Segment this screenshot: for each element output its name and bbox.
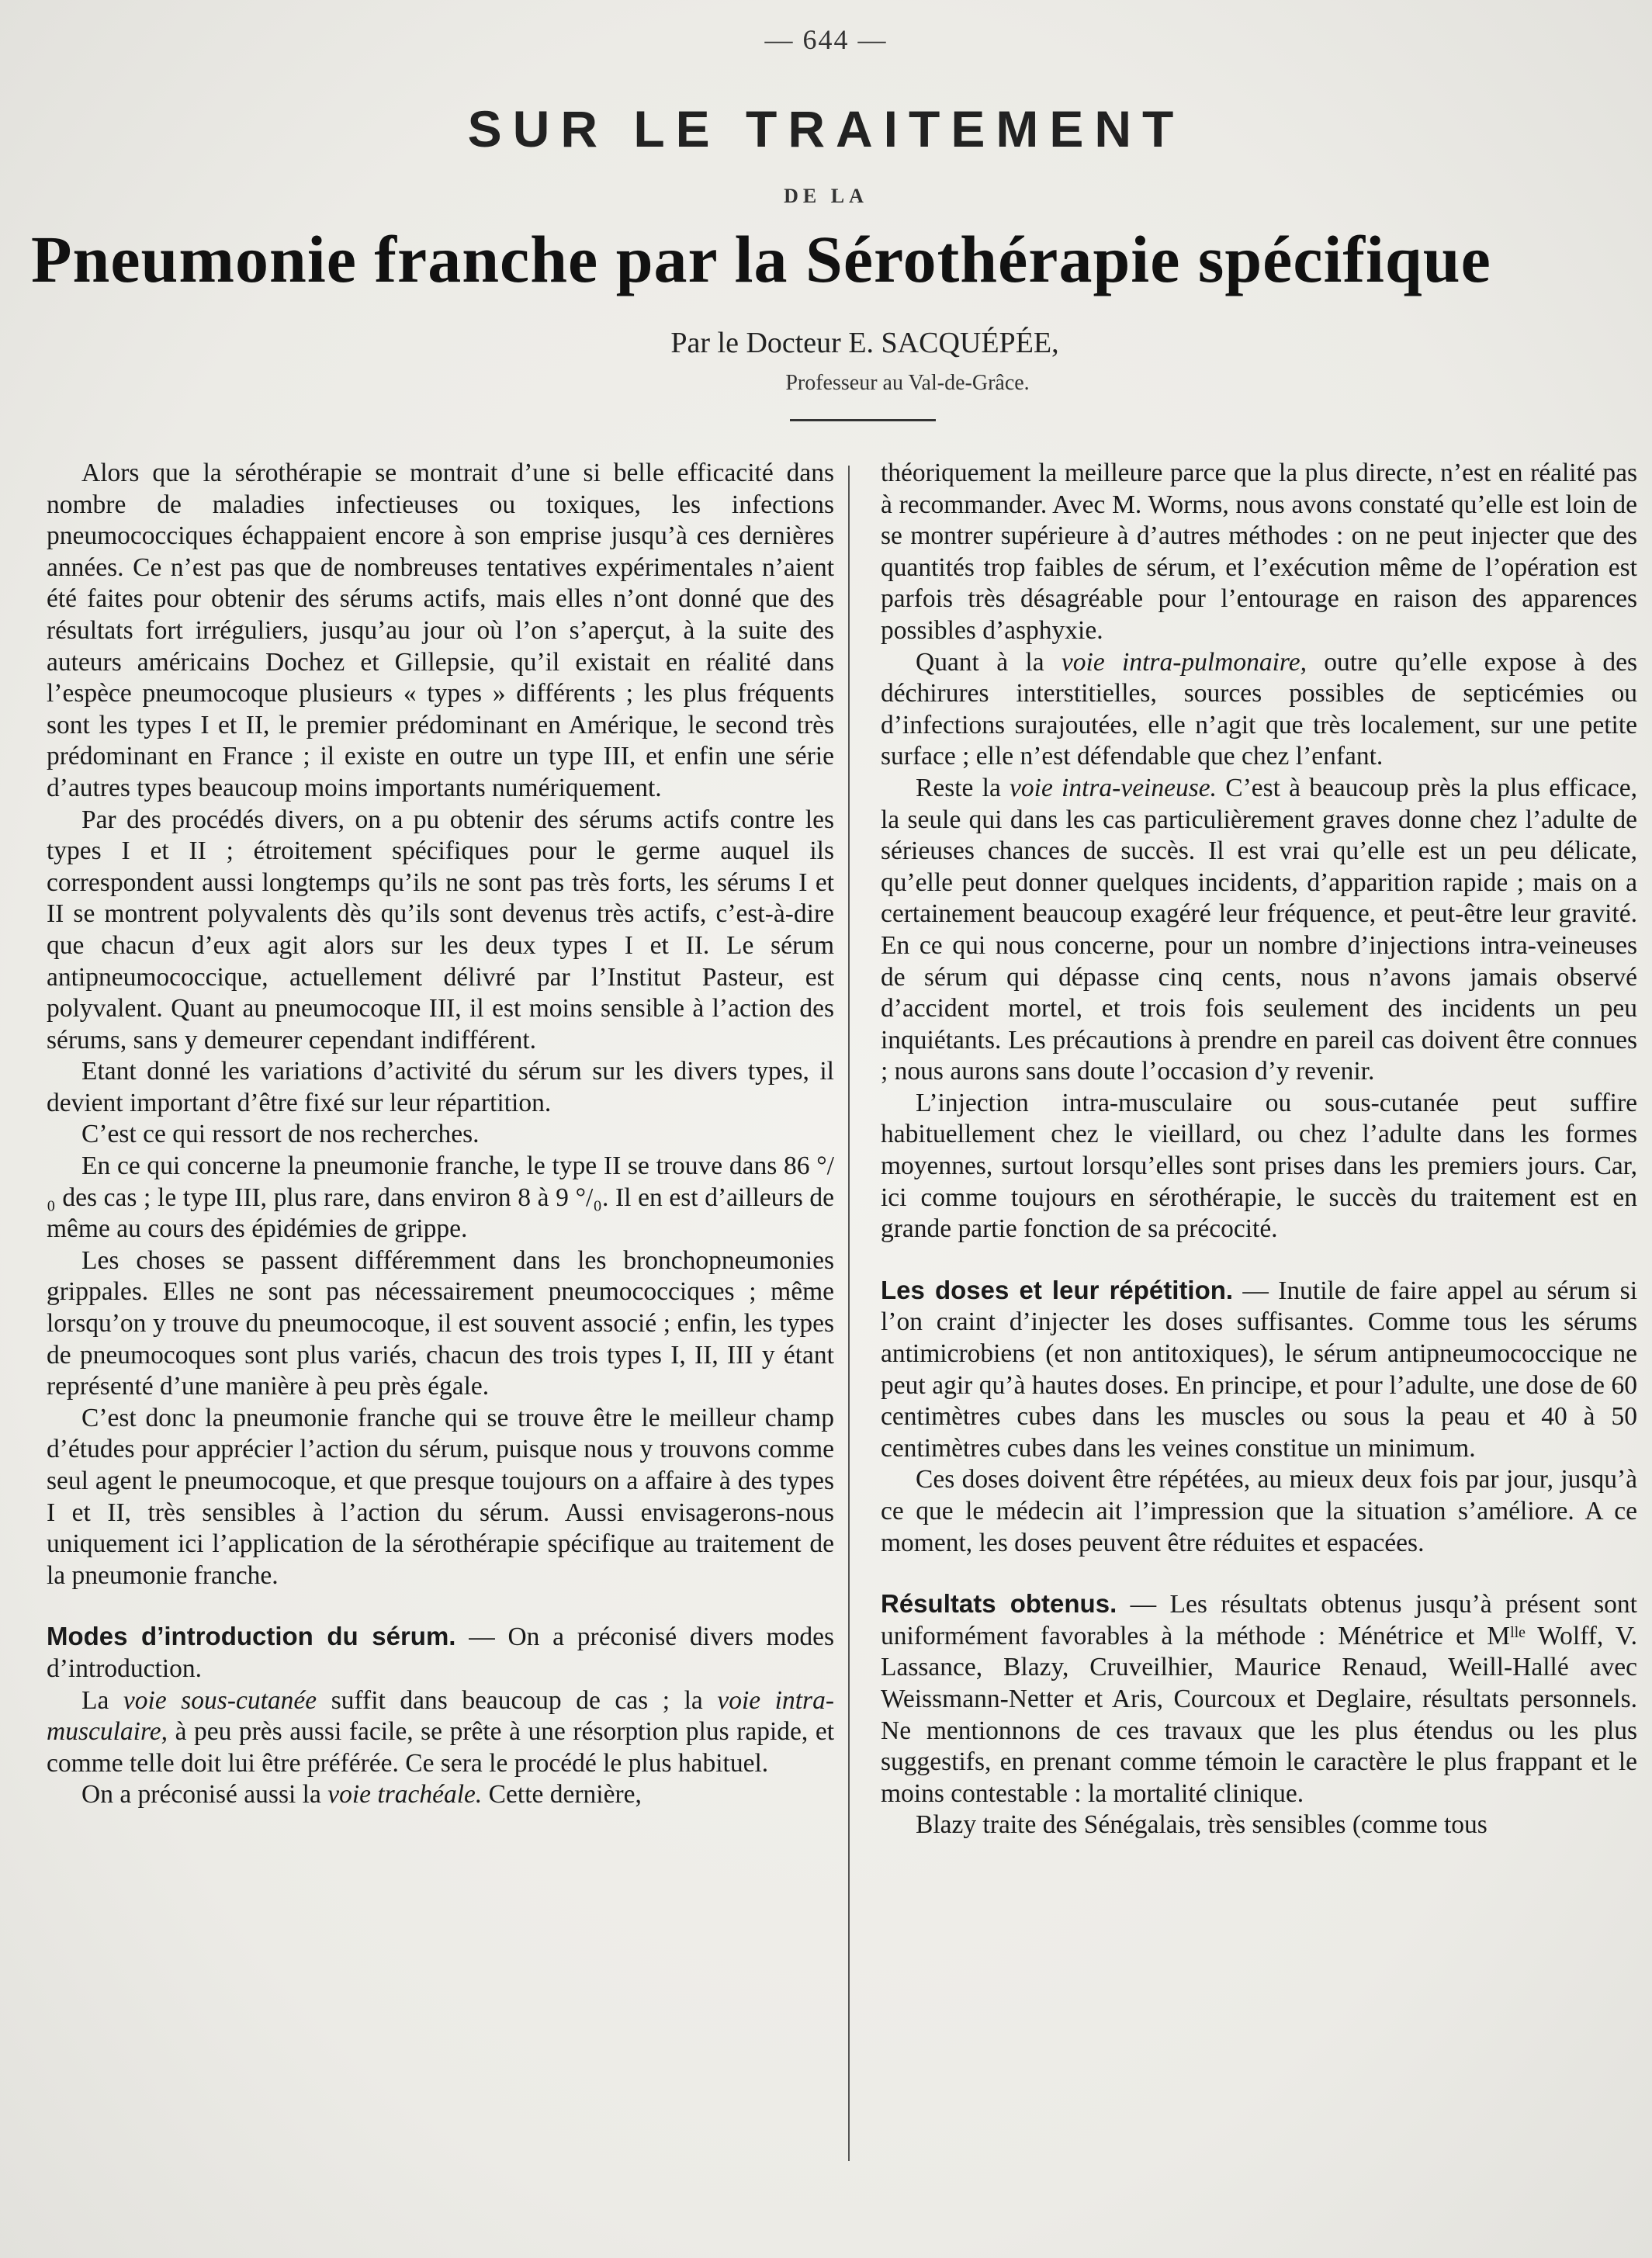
italic-term: voie intra-musculaire, (47, 1685, 834, 1747)
author-byline: Par le Docteur E. SACQUÉPÉE, (670, 327, 1059, 359)
section-heading: Modes d’introduction du sérum. (47, 1622, 456, 1651)
main-title: Pneumonie franche par la Sérothérapie spécifique (31, 222, 1491, 296)
title-line-2: DE LA (784, 185, 868, 207)
paragraph: C’est ce qui ressort de nos recherches. (81, 1120, 480, 1149)
text-run: outre qu’elle expose à des déchirures interstitielles, sources possibles de septicémies ou d’infections surajoutées, elle n’agit que très localement, sur une petite surface ; elle n’est défendable que chez l’enfant. (881, 647, 1638, 771)
paragraph: Etant donné les variations d’activité du sérum sur les divers types, il devient important d’être fixé sur leur répartition. (47, 1057, 834, 1117)
section-text: — On a préconisé divers modes d’introduction. (47, 1623, 834, 1683)
paragraph: Blazy traite des Sénégalais, très sensibles (comme tous (916, 1810, 1487, 1840)
left-column (47, 458, 834, 1811)
text-run: C’est à beaucoup près la plus efficace, la seule qui dans les cas particulièrement graves donne chez l’adulte de sérieuses chances de succès. Il est vrai qu’elle est un peu délicate, qu’elle peut donner quelques incidents, d’apparition rapide ; mais on a certainement beaucoup exagéré leur fréquence, et peut-être leur gravité. En ce qui nous concerne, pour un nombre d’injections intra-veineuses de sérum qui dépasse cinq cents, nous n’avons jamais observé d’accident mortel, et trois fois seulement des incidents un peu inquiétants. Les précautions à prendre en pareil cas doivent être connues ; nous aurons sans doute l’occasion d’y revenir. (881, 773, 1637, 1086)
paragraph: Par des procédés divers, on a pu obtenir des sérums actifs contre les types I et II ; étroitement spécifiques pour le germe auquel ils correspondent aussi longtemps qu’ils ne sont pas très forts, les sérums I et II se montrent polyvalents dès qu’ils sont devenus très actifs, c’est-à-dire que chacun d’eux agit alors sur les deux types I et II. Le sérum antipneumococcique, actuellement délivré par l’Institut Pasteur, est polyvalent. Quant au pneumocoque III, il est moins sensible à l’action des sérums, sans y demeurer cependant indifférent. (47, 805, 834, 1055)
paragraph (881, 773, 1637, 1088)
section-heading: Résultats obtenus. (881, 1589, 1117, 1619)
text-run: suffit dans beaucoup de cas ; la (317, 1685, 718, 1715)
page-number: — 644 — (764, 24, 888, 55)
text-run: Reste la (916, 773, 1010, 802)
paragraph: L’injection intra-musculaire ou sous-cutanée peut suffire habituellement chez le vieillard, ou chez l’adulte dans les formes moyennes, surtout lorsqu’elles sont prises dans les premiers jours. Car, ici comme toujours en sérothérapie, le succès du traitement est en grande partie fonction de sa précocité. (881, 1088, 1637, 1244)
paragraph: Les choses se passent différemment dans les bronchopneumonies grippales. Elles ne sont pas nécessairement pneumococciques ; même lorsqu’on y trouve du pneumocoque, il est souvent associé ; enfin, les types de pneumocoques sont plus variés, chacun des trois types I, II, III y étant représenté d’une manière à peu près égale. (47, 1245, 834, 1401)
section-heading: Les doses et leur répétition. (881, 1275, 1234, 1304)
italic-term: voie trachéale. (327, 1780, 483, 1810)
italic-term: voie sous-cutanée (123, 1685, 317, 1715)
paragraph (47, 1685, 834, 1780)
italic-term: voie intra-veineuse. (1010, 773, 1217, 802)
text-run: La (81, 1685, 123, 1715)
text-run: Cette dernière, (482, 1780, 642, 1810)
paragraph: Ces doses doivent être répétées, au mieux deux fois par jour, jusqu’à ce que le médecin ait l’impression que la situation s’améliore. A ce moment, les doses peuvent être réduites et espacées. (881, 1465, 1637, 1557)
text-run: On a préconisé aussi la (81, 1780, 328, 1810)
column-divider (848, 466, 850, 2161)
italic-term: voie intra-pulmonaire, (1061, 647, 1307, 677)
title-line-1: SUR LE TRAITEMENT (467, 100, 1185, 158)
paragraph: théoriquement la meilleure parce que la plus directe, n’est en réalité pas à recommander. Avec M. Worms, nous avons constaté qu’elle est loin de se montrer supérieure à d’autres méthodes : on ne peut injecter que des quantités trop faibles de sérum, et l’exécution même de l’opération est parfois très désagréable pour l’entourage en raison des apparences possibles d’asphyxie. (881, 459, 1637, 645)
paragraph: En ce qui concerne la pneumonie franche, le type II se trouve dans 86 °/₀ des cas ; le type III, plus rare, dans environ 8 à 9 °/₀. Il en est d’ailleurs de même au cours des épidémies de grippe. (47, 1152, 834, 1244)
text-run: Quant à la (916, 647, 1062, 677)
right-column (881, 458, 1637, 1841)
section-text: — Inutile de faire appel au sérum si l’on craint d’injecter les doses suffisantes. Comme tous les sérums antimicrobiens (et non antitoxiques), le sérum antipneumococcique ne peut agir qu’à hautes doses. En principe, et pour l’adulte, une dose de 60 centimètres cubes dans les muscles ou sous la peau et 40 à 50 centimètres cubes dans les veines constitue un minimum. (881, 1276, 1637, 1463)
paragraph: C’est donc la pneumonie franche qui se trouve être le meilleur champ d’études pour apprécier l’action du sérum, puisque nous y trouvons comme seul agent le pneumocoque, et que presque toujours on a affaire à des types I et II, très sensibles à l’action du sérum. Aussi envisagerons-nous uniquement ici l’application de la sérothérapie spécifique au traitement de la pneumonie franche. (47, 1403, 834, 1590)
paragraph (47, 1779, 834, 1811)
paragraph: Alors que la sérothérapie se montrait d’une si belle efficacité dans nombre de maladies infectieuses ou toxiques, les infections pneumococciques échappaient encore à son emprise jusqu’à ces dernières années. Ce n’est pas que de nombreuses tentatives expérimentales n’aient été faites pour obtenir des sérums actifs, mais elles n’ont donné que des résultats fort irréguliers, jusqu’au jour où l’on s’aperçut, à la suite des auteurs américains Dochez et Gillepsie, qu’il existait en réalité dans l’espèce pneumocoque plusieurs « types » différents ; les plus fréquents sont les types I et II, le premier prédominant en Amérique, le second très prédominant en France ; il existe en outre un type III, et enfin une série d’autres types beaucoup moins importants numériquement. (47, 459, 834, 802)
paragraph (881, 647, 1637, 773)
section-text: — Les résultats obtenus jusqu’à présent sont uniformément favorables à la méthode : Ménétrice et Mˡˡᵉ Wolff, V. Lassance, Blazy, Cruveilhier, Maurice Renaud, Weill-Hallé avec Weissmann-Netter et Aris, Courcoux et Deglaire, résultats personnels. Ne mentionnons de ces travaux que les plus étendus ou les plus suggestifs, en prenant comme témoin le caractère le plus frappant et le moins contestable : la mortalité clinique. (881, 1590, 1637, 1808)
text-run: à peu près aussi facile, se prête à une résorption plus rapide, et comme telle doit lui être préférée. Ce sera le procédé le plus habituel. (47, 1717, 834, 1778)
author-affiliation: Professeur au Val-de-Grâce. (785, 371, 1030, 395)
title-rule (790, 419, 936, 421)
